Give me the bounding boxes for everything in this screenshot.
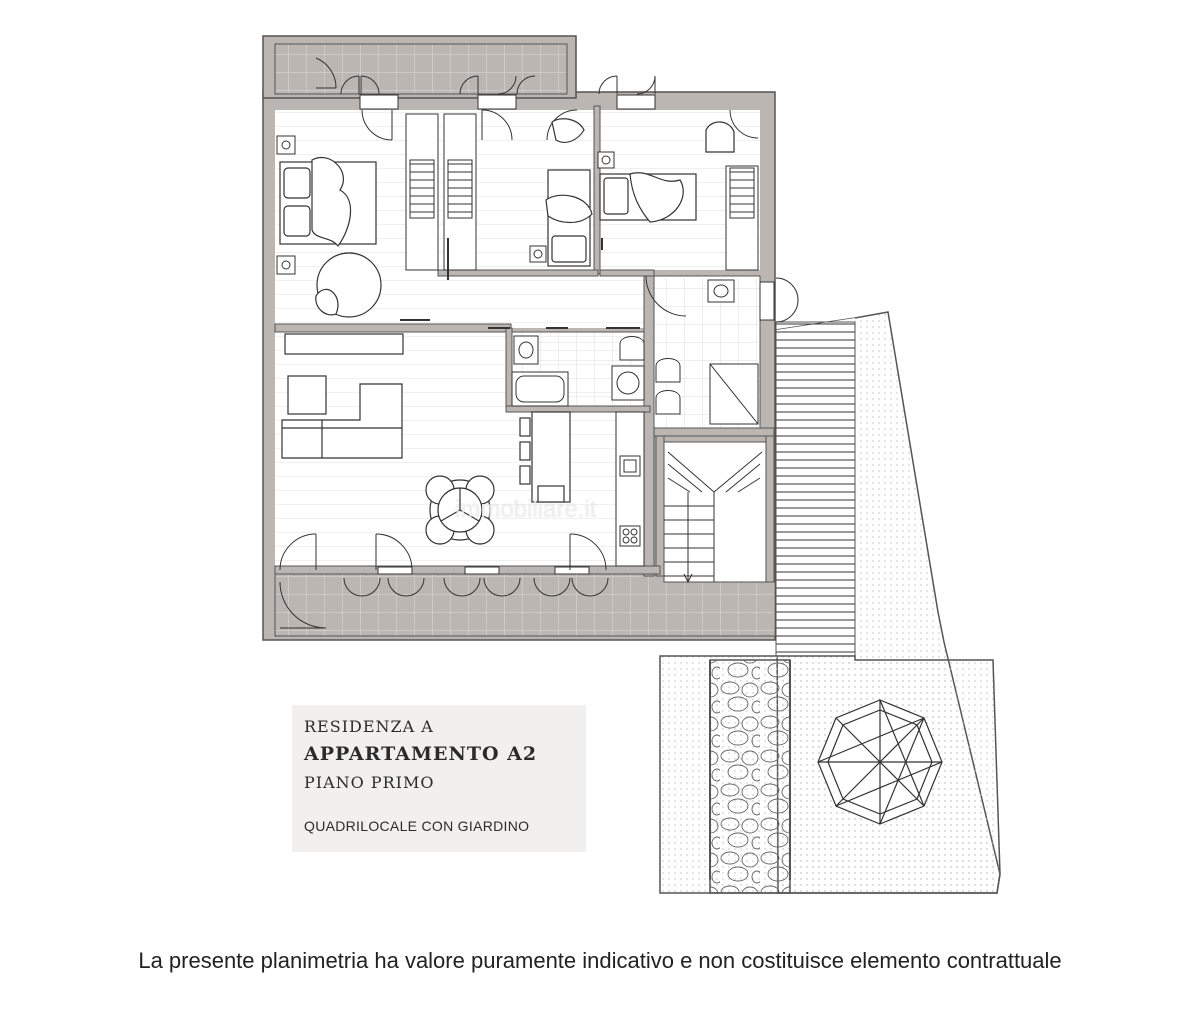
stone-path-icon: [710, 660, 790, 893]
gazebo-icon: [818, 700, 942, 824]
plan-label-box: [292, 705, 586, 852]
bed-icon: [280, 157, 376, 246]
window-icon: [760, 282, 774, 320]
window-icon: [378, 567, 412, 574]
window-icon: [555, 567, 589, 574]
floor-level: PIANO PRIMO: [304, 773, 435, 792]
toilet-icon: [656, 391, 680, 415]
apartment-title: APPARTAMENTO A2: [304, 743, 538, 765]
stove-icon: [620, 526, 640, 546]
window-icon: [465, 567, 499, 574]
window-icon: [617, 95, 655, 109]
window-icon: [478, 95, 516, 109]
bidet-icon: [656, 359, 680, 383]
round-table-icon: [316, 253, 381, 317]
wooden-deck: [776, 322, 855, 656]
kitchen-counter: [616, 412, 644, 566]
window-icon: [360, 95, 398, 109]
watermark: immobiliare.it: [455, 496, 597, 523]
disclaimer-text: La presente planimetria ha valore puramente indicativo e non costituisce elemento contrattuale: [138, 948, 1062, 973]
staircase-icon: [664, 442, 766, 582]
apartment-type: QUADRILOCALE CON GIARDINO: [304, 818, 530, 834]
toilet-icon: [620, 337, 644, 361]
residence-title: RESIDENZA A: [304, 717, 434, 736]
